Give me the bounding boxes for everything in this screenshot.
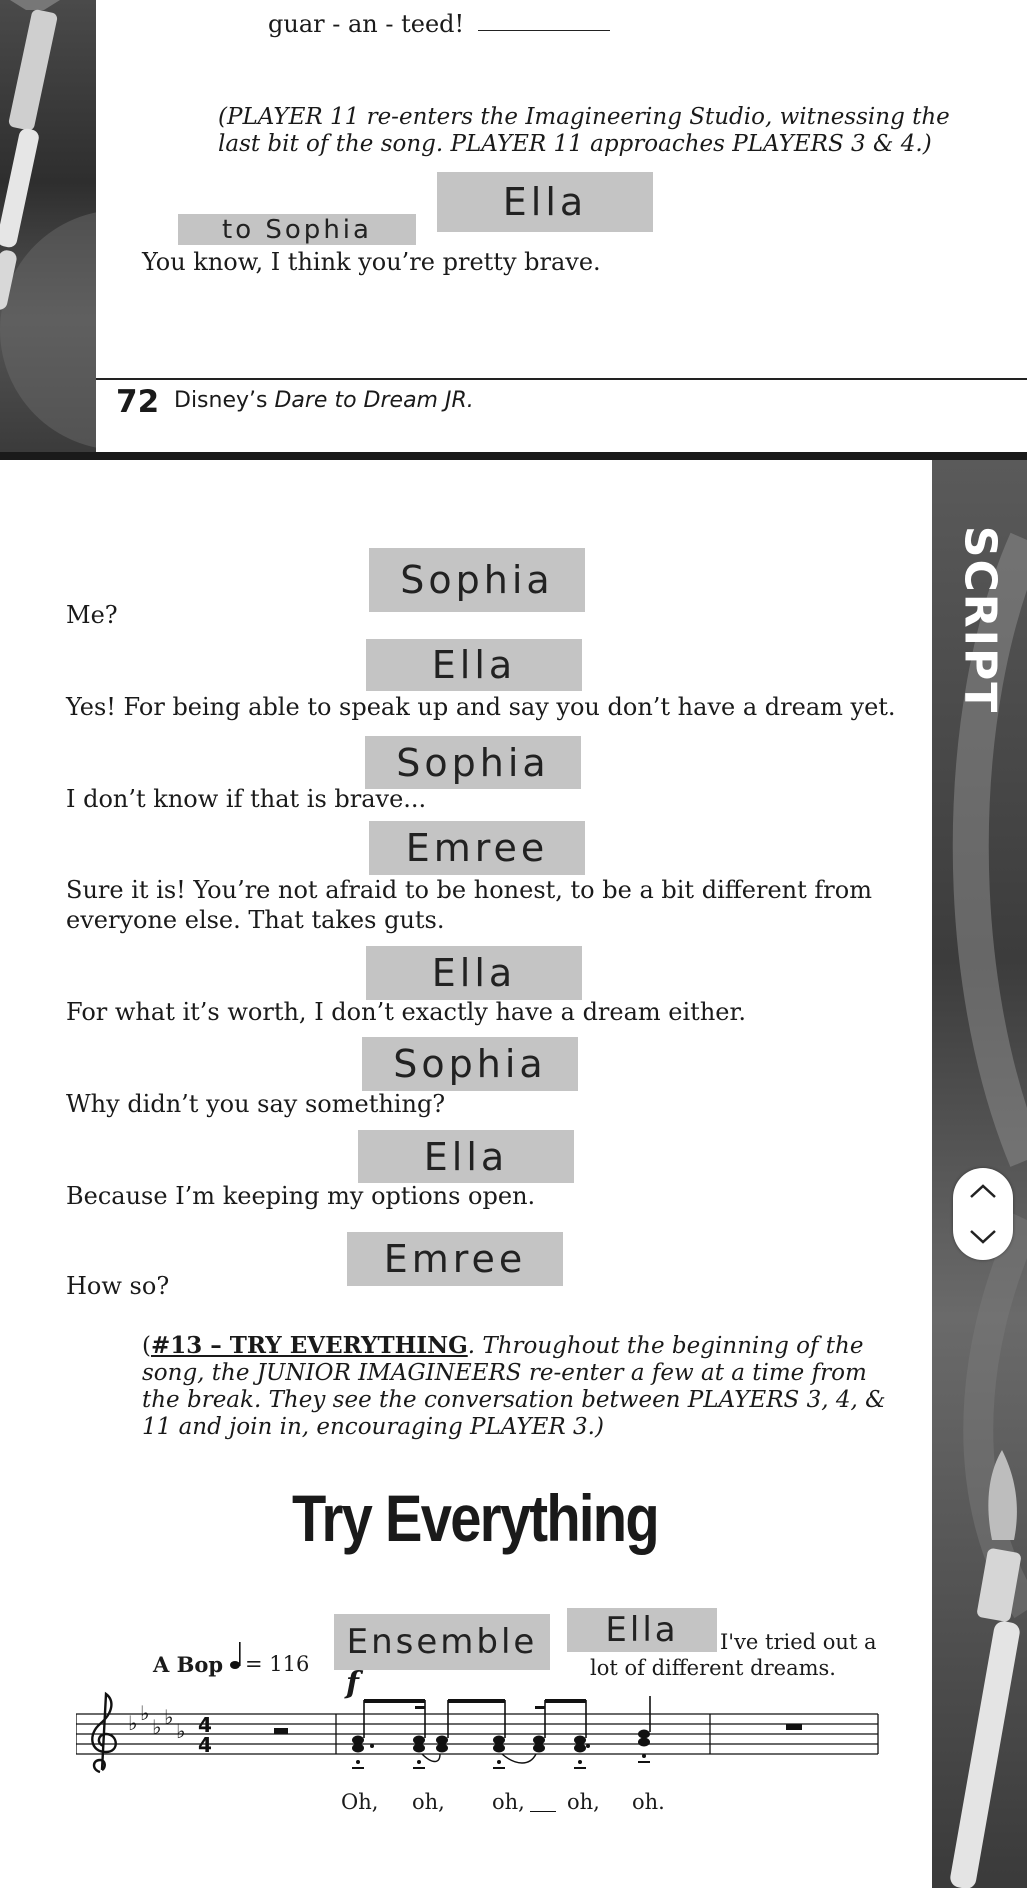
dialogue-line: For what it’s worth, I don’t exactly have a dream either. bbox=[66, 998, 746, 1026]
note-tag: to Sophia bbox=[178, 214, 416, 245]
intro-lyric-line: I've tried out a bbox=[720, 1630, 877, 1654]
stage-direction-line: last bit of the song. PLAYER 11 approaches PLAYERS 3 & 4.) bbox=[218, 131, 932, 157]
speaker-tag: Emree bbox=[369, 821, 585, 875]
song-cue bbox=[142, 1332, 886, 1441]
dialogue-line: Why didn’t you say something? bbox=[66, 1090, 446, 1118]
song-title: Try Everything bbox=[292, 1481, 658, 1555]
speaker-tag: Ella bbox=[567, 1608, 717, 1652]
side-tab-text: SCRIPT bbox=[954, 525, 1005, 715]
svg-text:♭: ♭ bbox=[176, 1719, 186, 1743]
music-staff bbox=[76, 1690, 882, 1786]
speaker-tag: Sophia bbox=[365, 736, 581, 789]
song-cue-line: the break. They see the conversation between PLAYERS 3, 4, & bbox=[142, 1387, 886, 1413]
lyric-syllable: oh, bbox=[567, 1790, 600, 1814]
song-cue-number: #13 – TRY EVERYTHING bbox=[150, 1332, 468, 1359]
page-number: 72 bbox=[116, 384, 160, 420]
speaker-tag: Ella bbox=[358, 1130, 574, 1183]
time-signature-top: 4 bbox=[198, 1713, 212, 1737]
song-cue-line: song, the JUNIOR IMAGINEERS re-enter a few at a time from bbox=[142, 1360, 867, 1386]
lyric-syllable: oh, bbox=[412, 1790, 445, 1814]
time-signature-bottom: 4 bbox=[198, 1733, 212, 1757]
next-page-button[interactable] bbox=[953, 1214, 1013, 1260]
quarter-note-icon bbox=[230, 1640, 244, 1670]
page-divider bbox=[0, 452, 1027, 460]
dialogue-line: Me? bbox=[66, 601, 118, 629]
svg-text:♭: ♭ bbox=[140, 1701, 150, 1725]
svg-text:♭: ♭ bbox=[128, 1711, 138, 1735]
song-cue-line: 11 and join in, encouraging PLAYER 3.) bbox=[142, 1414, 604, 1440]
previous-page-button[interactable] bbox=[953, 1168, 1013, 1214]
paintbrush-decoration bbox=[0, 0, 96, 456]
tempo-value: = 116 bbox=[245, 1652, 310, 1676]
previous-page bbox=[0, 0, 1027, 456]
stage-direction bbox=[218, 104, 950, 158]
footer-rule bbox=[96, 378, 1027, 380]
side-tab-label bbox=[932, 525, 1027, 715]
speaker-tag: Ella bbox=[437, 172, 653, 232]
tempo-label: A Bop bbox=[153, 1652, 224, 1677]
lyric-syllable: Oh, bbox=[341, 1790, 379, 1814]
speaker-tag: Ella bbox=[366, 639, 582, 691]
dialogue-line: You know, I think you’re pretty brave. bbox=[142, 248, 601, 276]
paintbrush-icon bbox=[0, 0, 96, 456]
lyric-syllable: oh. bbox=[632, 1790, 665, 1814]
song-cue-line bbox=[142, 1332, 886, 1360]
song-cue-text: . Throughout the beginning of the bbox=[467, 1333, 864, 1359]
lyric-extender-line bbox=[478, 30, 610, 31]
dialogue-line: I don’t know if that is brave... bbox=[66, 785, 427, 813]
dialogue-line: Yes! For being able to speak up and say you don’t have a dream yet. bbox=[66, 693, 896, 721]
footer-title bbox=[174, 388, 474, 413]
svg-text:♭: ♭ bbox=[164, 1705, 174, 1729]
speaker-tag: Emree bbox=[347, 1232, 563, 1286]
stage-direction-line: (PLAYER 11 re-enters the Imagineering Studio, witnessing the bbox=[218, 104, 950, 130]
dialogue-line: Because I’m keeping my options open. bbox=[66, 1182, 536, 1210]
footer-show-prefix: Disney’s bbox=[174, 388, 268, 413]
intro-lyric-line: lot of different dreams. bbox=[590, 1656, 836, 1680]
song-cue-open: ( bbox=[142, 1333, 151, 1359]
speaker-tag: Sophia bbox=[369, 548, 585, 612]
chevron-up-icon bbox=[968, 1182, 998, 1200]
lyric-extender-line bbox=[530, 1811, 556, 1812]
lyric-fragment: guar - an - teed! bbox=[268, 10, 465, 38]
speaker-tag: Ensemble bbox=[334, 1614, 550, 1670]
speaker-tag: Sophia bbox=[362, 1037, 578, 1091]
dialogue-line: Sure it is! You’re not afraid to be honest, to be a bit different from bbox=[66, 876, 872, 904]
speaker-tag: Ella bbox=[366, 946, 582, 1000]
dialogue-line: everyone else. That takes guts. bbox=[66, 906, 445, 934]
chevron-down-icon bbox=[968, 1228, 998, 1246]
page-nav-control bbox=[953, 1168, 1013, 1260]
dynamic-marking: f bbox=[346, 1666, 359, 1701]
lyric-syllable: oh, bbox=[492, 1790, 525, 1814]
dialogue-line: How so? bbox=[66, 1272, 170, 1300]
footer-show-title: Dare to Dream JR. bbox=[274, 388, 474, 413]
svg-text:♭: ♭ bbox=[152, 1715, 162, 1739]
